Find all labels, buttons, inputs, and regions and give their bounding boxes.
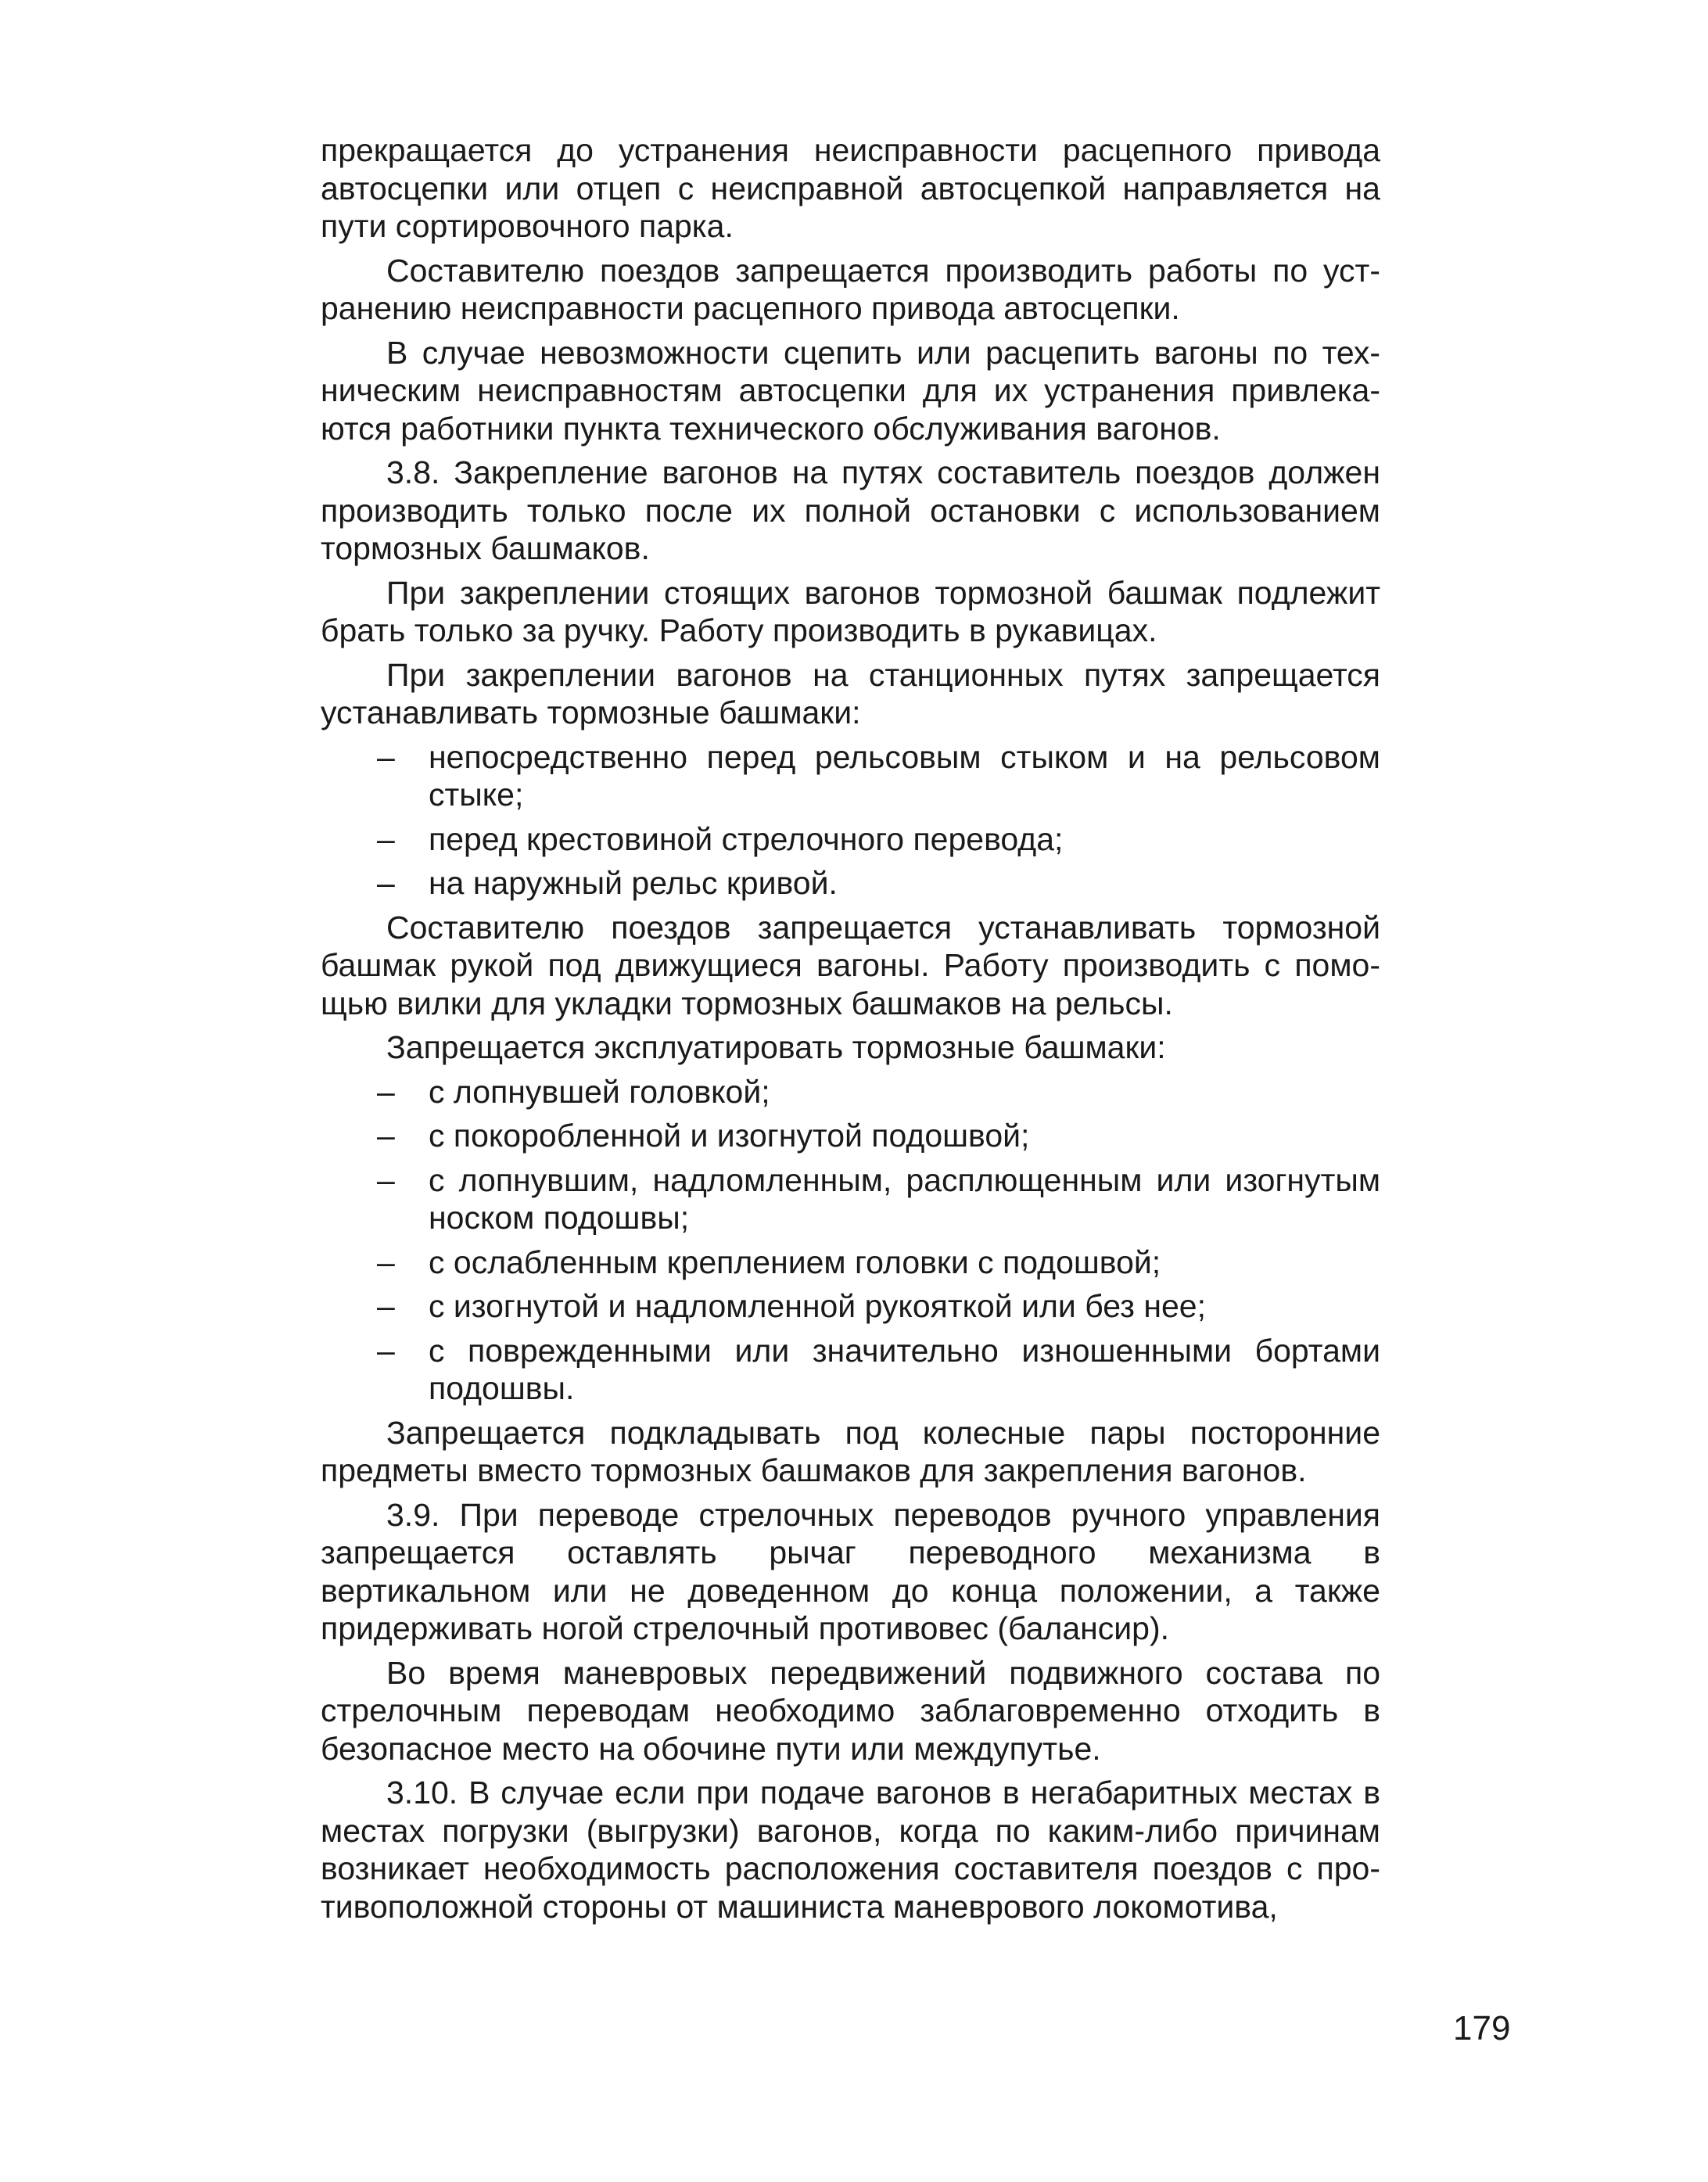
paragraph: Во время маневровых передвижений подвижного состава по стрелочным переводам необходимо заблаговременно отходить в безопасное место на обочине пути или междупутье. [321,1654,1380,1767]
paragraph-section-3-10: 3.10. В случае если при подаче вагонов в негабаритных местах в местах погрузки (выгрузки) вагонов, когда по каким-либо причинам возникает необходимость расположения составителя поездов с противоположной стороны от машиниста маневрового локомотива, [321,1775,1380,1925]
list-item-text: с изогнутой и надломленной рукояткой или без нее; [429,1288,1206,1324]
paragraph: При закреплении стоящих вагонов тормозной башмак подлежит брать только за ручку. Работу производить в рукавицах. [321,574,1380,648]
list-item [321,1287,1380,1326]
list-item [321,1332,1380,1408]
dash-bullet: – [377,865,395,901]
list-item-text: с лопнувшим, надломленным, расплющенным или изогнутым носком подошвы; [429,1161,1380,1236]
list-item [321,1117,1380,1155]
paragraph-section-3-8: 3.8. Закрепление вагонов на путях составитель поездов должен производить только после их полной остановки с использованием тормозных башмаков. [321,454,1380,566]
defective-shoe-list [321,1073,1380,1408]
list-item [321,820,1380,859]
list-item [321,1073,1380,1111]
list-item-text: на наружный рельс кривой. [429,865,838,901]
list-item-text: с лопнувшей головкой; [429,1073,770,1110]
dash-bullet: – [377,820,395,857]
paragraph-section-3-9: 3.9. При переводе стрелочных переводов ручного управления запрещается оставлять рычаг переводного механизма в вертикальном или не доведенном до конца положении, а также придерживать ногой стрелочный противовес (балансир). [321,1496,1380,1646]
dash-bullet: – [377,1332,395,1369]
paragraph: Запрещается подкладывать под колесные пары посторонние предметы вместо тормозных башмаков для закрепления вагонов. [321,1414,1380,1488]
page-body [321,131,1380,1932]
paragraph: Составителю поездов запрещается производить работы по устранению неисправности расцепного привода автосцепки. [321,252,1380,326]
list-item-text: с поврежденными или значительно изношенными бортами подошвы. [429,1332,1380,1406]
list-item [321,1161,1380,1237]
list-item-text: перед крестовиной стрелочного перевода; [429,820,1064,857]
paragraph: Запрещается эксплуатировать тормозные башмаки: [386,1029,1166,1065]
dash-bullet: – [377,1118,395,1154]
dash-bullet: – [377,1244,395,1280]
list-item [321,864,1380,903]
paragraph-continuation: прекращается до устранения неисправности расцепного привода автосцепки или отцеп с неисправной автосцепкой направляется на пути сортировочного парка. [321,132,1380,244]
paragraph: Составителю поездов запрещается устанавливать тормозной башмак рукой под движущиеся вагоны. Работу производить с помощью вилки для укладки тормозных башмаков на рельсы. [321,909,1380,1021]
dash-bullet: – [377,1161,395,1198]
list-item-text: с покоробленной и изогнутой подошвой; [429,1118,1030,1154]
list-item [321,1244,1380,1282]
prohibited-placement-list [321,738,1380,903]
paragraph: В случае невозможности сцепить или расцепить вагоны по техническим неисправностям автосцепки для их устранения привлекаются работники пункта технического обслуживания вагонов. [321,334,1380,447]
dash-bullet: – [377,1073,395,1110]
dash-bullet: – [377,738,395,775]
paragraph: При закреплении вагонов на станционных путях запрещается устанавливать тормозные башмаки: [321,656,1380,730]
list-item [321,738,1380,814]
list-item-text: непосредственно перед рельсовым стыком и на рельсовом стыке; [429,738,1380,813]
list-item-text: с ослабленным креплением головки с подошвой; [429,1244,1161,1280]
dash-bullet: – [377,1288,395,1324]
page-number: 179 [1453,2009,1511,2047]
